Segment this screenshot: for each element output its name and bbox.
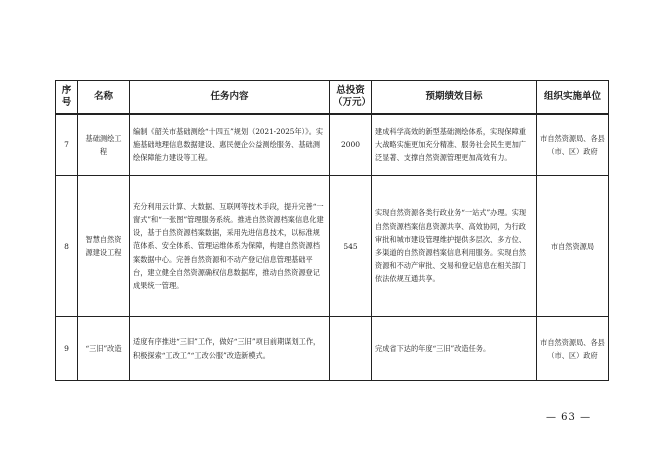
row-goal: 建成科学高效的新型基础测绘体系，实现保障重大战略实施更加充分精准、服务社会民生更加广泛显著、支撑自然资源管理更加高效有力。 [372, 114, 537, 176]
row-seq: 9 [56, 317, 78, 381]
row-seq: 8 [56, 176, 78, 317]
row-goal: 完成省下达的年度“三旧”改造任务。 [372, 317, 537, 381]
table-row [56, 317, 609, 381]
row-content: 适度有序推进“三旧”工作，做好“三旧”项目前期谋划工作，积极探索“工改工”“工改公服”改造新模式。 [130, 317, 330, 381]
header-content: 任务内容 [130, 81, 330, 114]
task-table [55, 80, 609, 381]
row-org: 市自然资源局、各县（市、区）政府 [537, 317, 609, 381]
row-content: 充分利用云计算、大数据、互联网等技术手段，提升完善“一窗式”和“一张图”管理服务系统。推进自然资源档案信息化建设，基于自然资源档案数据，采用先进信息技术，以标准规范体系、安全体系、管理运维体系为保障，构建自然资源档案数据中心。完善自然资源和不动产登记信息管理基础平台，建立健全自然资源确权信息数据库，推动自然资源登记成果统一管理。 [130, 176, 330, 317]
header-org: 组织实施单位 [537, 81, 609, 114]
table-row [56, 176, 609, 317]
header-investment: 总投资（万元） [330, 81, 372, 114]
header-seq: 序号 [56, 81, 78, 114]
row-content: 编制《韶关市基础测绘“十四五”规划（2021-2025年）》。实施基础地理信息数据建设、惠民便企公益测绘服务、基础测绘保障能力建设等工程。 [130, 114, 330, 176]
header-goal: 预期绩效目标 [372, 81, 537, 114]
row-org: 市自然资源局、各县（市、区）政府 [537, 114, 609, 176]
row-investment: 545 [330, 176, 372, 317]
row-investment [330, 317, 372, 381]
table-row [56, 114, 609, 176]
row-investment: 2000 [330, 114, 372, 176]
header-row [56, 81, 609, 114]
row-org: 市自然资源局 [537, 176, 609, 317]
row-seq: 7 [56, 114, 78, 176]
row-goal: 实现自然资源各类行政业务“一站式”办理。实现自然资源档案信息资源共享、高效协同，为行政审批和城市建设管理维护提供多层次、多方位、多渠道的自然资源档案信息利用服务。实现自然资源和不动产审批、交易和登记信息在相关部门依法依规互通共享。 [372, 176, 537, 317]
row-name: 智慧自然资源建设工程 [78, 176, 130, 317]
header-name: 名称 [78, 81, 130, 114]
row-name: 基础测绘工程 [78, 114, 130, 176]
row-name: “三旧”改造 [78, 317, 130, 381]
page-number: — 63 — [546, 412, 592, 423]
